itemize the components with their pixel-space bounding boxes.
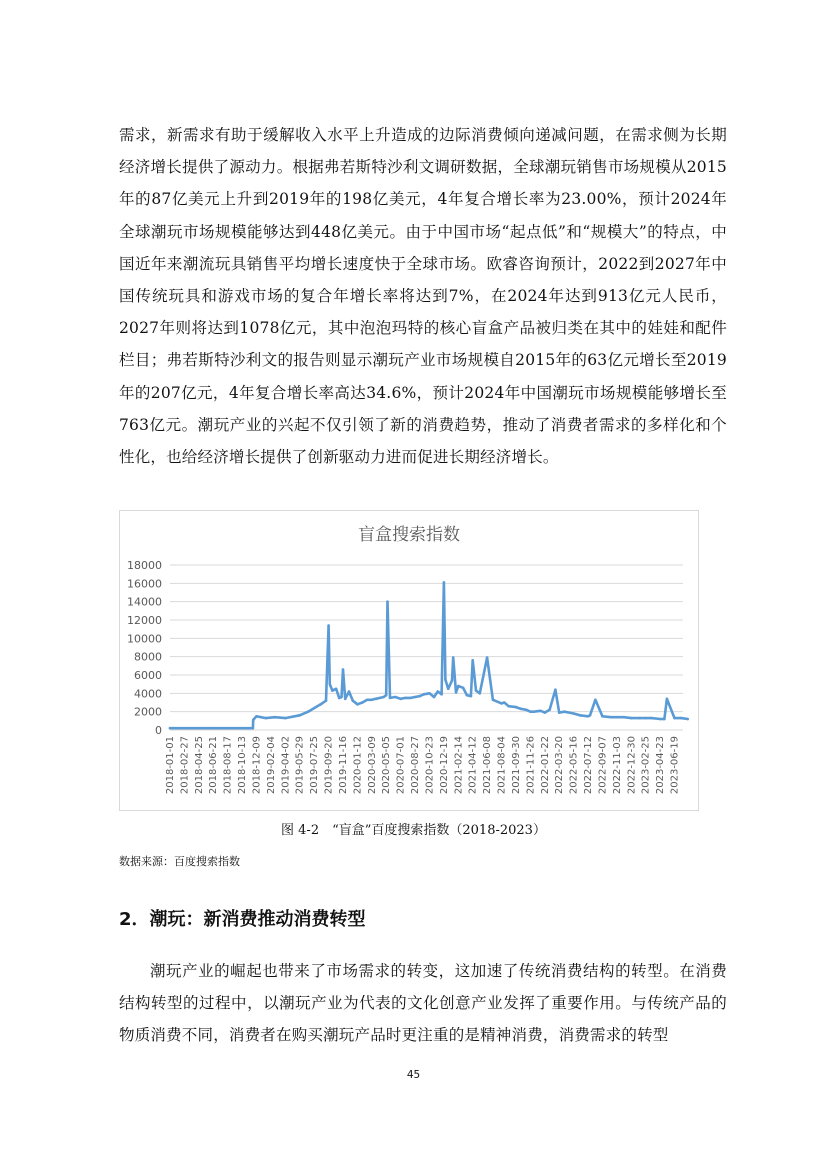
x-tick-label: 2020-03-09 bbox=[366, 736, 378, 795]
series-line bbox=[170, 582, 688, 728]
data-point bbox=[650, 717, 653, 720]
data-point bbox=[630, 717, 633, 720]
data-point bbox=[327, 624, 330, 627]
x-tick-label: 2018-08-17 bbox=[222, 736, 234, 795]
data-point bbox=[659, 718, 662, 721]
data-point bbox=[644, 717, 647, 720]
data-point bbox=[525, 709, 528, 712]
data-point bbox=[515, 706, 518, 709]
data-point bbox=[543, 711, 546, 714]
data-point bbox=[539, 709, 542, 712]
data-point bbox=[452, 656, 455, 659]
data-point bbox=[252, 719, 255, 722]
data-point bbox=[503, 701, 506, 704]
x-tick-label: 2020-12-19 bbox=[438, 736, 450, 795]
data-point bbox=[554, 688, 557, 691]
data-point bbox=[589, 714, 592, 717]
data-point bbox=[361, 701, 364, 704]
data-point bbox=[375, 698, 378, 701]
data-point bbox=[609, 716, 612, 719]
data-point bbox=[394, 696, 397, 699]
x-tick-label: 2023-04-23 bbox=[655, 736, 667, 795]
data-point bbox=[616, 716, 619, 719]
y-tick-label: 14000 bbox=[127, 595, 162, 609]
y-tick-label: 16000 bbox=[127, 577, 162, 591]
data-point bbox=[331, 689, 334, 692]
data-point bbox=[475, 689, 478, 692]
data-point bbox=[409, 697, 412, 700]
page-number: 45 bbox=[406, 1069, 421, 1081]
y-tick-label: 10000 bbox=[127, 632, 162, 646]
y-tick-label: 8000 bbox=[134, 650, 162, 664]
data-point bbox=[447, 687, 450, 690]
data-point bbox=[329, 683, 332, 686]
y-tick-label: 4000 bbox=[134, 687, 162, 701]
data-point bbox=[533, 710, 536, 713]
data-point bbox=[673, 717, 676, 720]
data-point bbox=[471, 659, 474, 662]
data-point bbox=[579, 714, 582, 717]
data-point bbox=[444, 678, 447, 681]
data-point bbox=[414, 696, 417, 699]
data-point bbox=[686, 718, 689, 721]
data-point bbox=[680, 717, 683, 720]
data-point bbox=[558, 711, 561, 714]
search-index-chart bbox=[119, 510, 699, 811]
data-point bbox=[457, 685, 460, 688]
data-point bbox=[371, 698, 374, 701]
data-point bbox=[325, 699, 328, 702]
section-heading: 2．潮玩：新消费推动消费转型 bbox=[119, 909, 366, 930]
data-point bbox=[486, 656, 489, 659]
x-tick-label: 2022-01-22 bbox=[539, 736, 551, 795]
data-point bbox=[307, 710, 310, 713]
x-tick-label: 2022-07-12 bbox=[583, 736, 595, 795]
x-tick-label: 2021-02-14 bbox=[453, 736, 465, 795]
data-point bbox=[433, 696, 436, 699]
x-tick-label: 2020-01-12 bbox=[352, 736, 364, 795]
data-point bbox=[470, 695, 473, 698]
x-tick-label: 2022-05-16 bbox=[568, 736, 580, 795]
x-tick-label: 2018-06-21 bbox=[208, 736, 220, 795]
data-point bbox=[356, 703, 359, 706]
data-point bbox=[507, 705, 510, 708]
data-point bbox=[338, 697, 341, 700]
data-point bbox=[663, 718, 666, 721]
data-point bbox=[443, 581, 446, 584]
data-point bbox=[520, 708, 523, 711]
x-tick-label: 2022-03-20 bbox=[554, 736, 566, 795]
x-tick-label: 2020-08-27 bbox=[410, 736, 422, 795]
x-tick-label: 2019-09-20 bbox=[323, 736, 335, 795]
x-tick-label: 2019-11-16 bbox=[337, 736, 349, 795]
data-point bbox=[572, 712, 575, 715]
data-point bbox=[601, 715, 604, 718]
data-point bbox=[500, 702, 503, 705]
data-point bbox=[404, 697, 407, 700]
x-tick-label: 2021-04-12 bbox=[467, 736, 479, 795]
data-point bbox=[440, 693, 443, 696]
y-tick-label: 6000 bbox=[134, 669, 162, 682]
chart-title: 盲盒搜索指数 bbox=[358, 525, 460, 545]
data-point bbox=[455, 691, 458, 694]
data-point bbox=[207, 727, 210, 730]
y-tick-label: 0 bbox=[155, 724, 162, 737]
y-tick-label: 12000 bbox=[127, 614, 162, 627]
data-point bbox=[252, 727, 255, 730]
x-tick-label: 2021-11-26 bbox=[525, 736, 537, 795]
data-point bbox=[386, 600, 389, 603]
data-point bbox=[623, 716, 626, 719]
body-paragraph-1: 需求，新需求有助于缓解收入水平上升造成的边际消费倾向递减问题，在需求侧为长期经济增长提供了源动力。根据弗若斯特沙利文调研数据，全球潮玩销售市场规模从2015年的87亿美元上升到2019年的198亿美元，4年复合增长率为23.00%，预计2024年全球潮玩市场规模能够达到448亿美元。由于中国市场“起点低”和“规模大”的特点，中国近年来潮流玩具销售平均增长速度快于全球市场。欧睿咨询预计，2022到2027年中国传统玩具和游戏市场的复合年增长率将达到7%，在2024年达到913亿元人民币，2027年则将达到1078亿元，其中泡泡玛特的核心盲盒产品被归类在其中的娃娃和配件栏目；弗若斯特沙利文的报告则显示潮玩产业市场规模自2015年的63亿元增长至2019年的207亿元，4年复合增长率高达34.6%，预计2024年中国潮玩市场规模能够增长至763亿元。潮玩产业的兴起不仅引领了新的消费趋势，推动了消费者需求的多样化和个性化，也给经济增长提供了创新驱动力进而促进长期经济增长。 bbox=[119, 126, 727, 467]
data-point bbox=[423, 693, 426, 696]
data-point bbox=[594, 698, 597, 701]
source-note: 数据来源：百度搜索指数 bbox=[119, 855, 240, 868]
data-point bbox=[548, 709, 551, 712]
data-point bbox=[352, 699, 355, 702]
data-point bbox=[335, 687, 338, 690]
data-point bbox=[419, 695, 422, 698]
data-point bbox=[385, 694, 388, 697]
x-tick-label: 2020-05-05 bbox=[381, 736, 393, 795]
x-tick-label: 2023-06-19 bbox=[669, 736, 681, 795]
data-point bbox=[169, 727, 172, 730]
data-point bbox=[274, 716, 277, 719]
y-tick-label: 18000 bbox=[127, 559, 162, 572]
x-tick-label: 2018-12-09 bbox=[251, 736, 263, 795]
data-point bbox=[298, 714, 301, 717]
x-tick-label: 2022-12-30 bbox=[626, 736, 638, 795]
data-point bbox=[666, 698, 669, 701]
x-tick-label: 2021-09-30 bbox=[510, 736, 522, 795]
x-tick-label: 2021-08-04 bbox=[496, 736, 508, 795]
data-point bbox=[319, 703, 322, 706]
x-tick-label: 2022-09-07 bbox=[597, 736, 609, 795]
data-point bbox=[284, 717, 287, 720]
x-tick-label: 2020-07-01 bbox=[395, 736, 407, 795]
data-point bbox=[529, 710, 532, 713]
data-point bbox=[492, 698, 495, 701]
data-point bbox=[428, 692, 431, 695]
data-point bbox=[382, 696, 385, 699]
y-tick-label: 2000 bbox=[134, 705, 162, 719]
data-point bbox=[340, 696, 343, 699]
data-point bbox=[478, 692, 481, 695]
x-tick-label: 2019-07-25 bbox=[309, 736, 321, 795]
data-point bbox=[342, 668, 345, 671]
figure-caption: 图 4-2 “盲盒”百度搜索指数（2018-2023） bbox=[281, 823, 546, 838]
data-point bbox=[451, 679, 454, 682]
x-tick-label: 2018-04-25 bbox=[193, 736, 205, 795]
data-point bbox=[399, 698, 402, 701]
data-point bbox=[466, 694, 469, 697]
x-tick-label: 2018-01-01 bbox=[165, 736, 176, 795]
chart-svg bbox=[120, 511, 698, 810]
x-tick-label: 2019-04-02 bbox=[280, 736, 292, 795]
x-tick-label: 2018-02-27 bbox=[179, 736, 191, 795]
x-tick-label: 2021-06-08 bbox=[482, 736, 494, 795]
data-point bbox=[462, 687, 465, 690]
x-tick-label: 2023-02-25 bbox=[640, 736, 652, 795]
data-point bbox=[348, 690, 351, 693]
x-tick-label: 2020-10-23 bbox=[424, 736, 436, 795]
data-point bbox=[389, 697, 392, 700]
body-paragraph-2: 潮玩产业的崛起也带来了市场需求的转变，这加速了传统消费结构的转型。在消费结构转型的过程中，以潮玩产业为代表的文化创意产业发挥了重要作用。与传统产品的物质消费不同，消费者在购买潮玩产品时更注重的是精神消费，消费需求的转型 bbox=[119, 962, 727, 1045]
data-point bbox=[265, 717, 268, 720]
data-point bbox=[563, 710, 566, 713]
x-tick-label: 2019-02-04 bbox=[265, 736, 277, 795]
data-point bbox=[255, 715, 258, 718]
data-point bbox=[366, 698, 369, 701]
data-point bbox=[344, 698, 347, 701]
data-point bbox=[379, 697, 382, 700]
data-point bbox=[638, 717, 641, 720]
x-tick-label: 2022-11-03 bbox=[611, 736, 623, 795]
x-tick-label: 2019-05-29 bbox=[294, 736, 306, 795]
x-tick-label: 2018-10-13 bbox=[237, 736, 249, 795]
data-point bbox=[437, 690, 440, 693]
